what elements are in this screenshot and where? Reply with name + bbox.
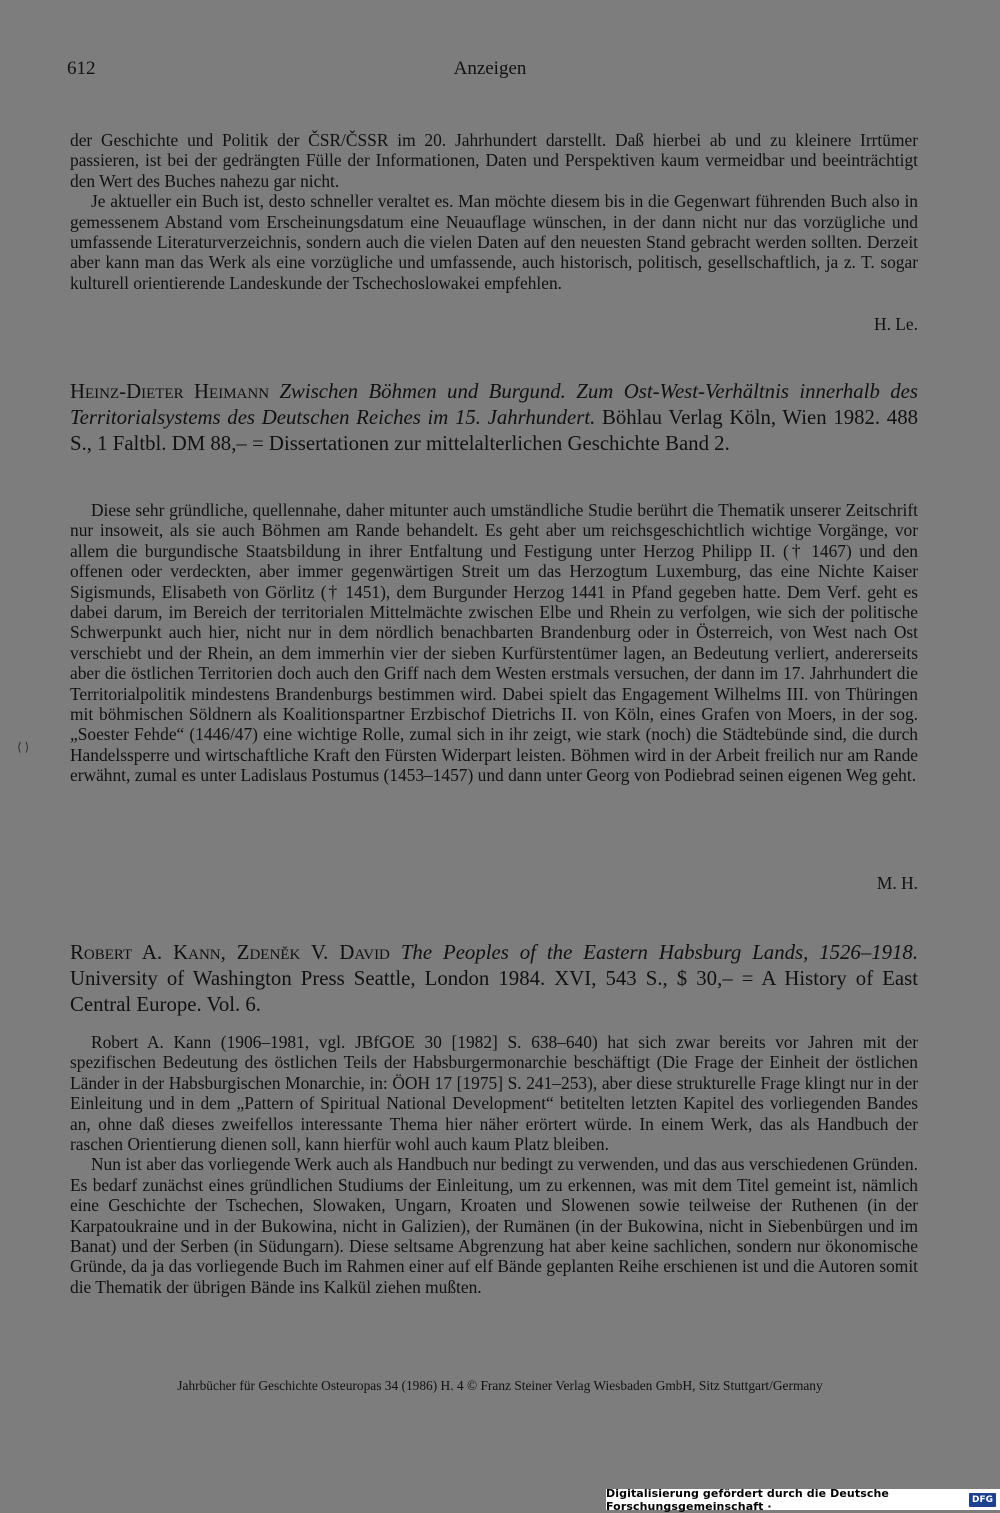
journal-footer: Jahrbücher für Geschichte Osteuropas 34 (1986) H. 4 © Franz Steiner Verlag Wiesbaden GmbH, Sitz Stuttgart/Germany	[177, 1378, 823, 1393]
paragraph: Diese sehr gründliche, quellennahe, daher mitunter auch umständliche Studie berührt die Thematik unserer Zeitschrift nur insoweit, als sie auch Böhmen am Rande behandelt. Es geht aber um reichsgeschichtlich wichtige Vorgänge, vor allem die burgundische Staatsbildung in ihrer Entfaltung und Festigung unter Herzog Philipp II. († 1467) und den offenen oder verdeckten, aber immer gegenwärtigen Streit um das Herzogtum Luxemburg, das eine Nichte Kaiser Sigismunds, Elisabeth von Görlitz († 1451), dem Burgunder Herzog 1441 in Pfand gegeben hatte. Dem Verf. geht es dabei darum, im Bereich der territorialen Mittelmächte zwischen Elbe und Rhein zu verfolgen, wie sich der politische Schwerpunkt auch hier, nicht nur in dem nördlich benachbarten Brandenburg oder in Österreich, von West nach Ost verschiebt und der Rhein, an dem immerhin vier der sieben Kurfürstentümer lagen, an Bedeutung verliert, andererseits aber die östlichen Territorien doch auch den Griff nach dem Westen erstmals versuchen, der dann im 17. Jahrhundert die Territorialpolitik mindestens Brandenburgs bestimmen wird. Dabei spielt das Engagement Wilhelms III. von Thüringen mit böhmischen Söldnern als Koalitionspartner Erzbischof Dietrichs II. von Köln, eines Grafen von Moers, in der sog. „Soester Fehde“ (1446/47) eine wichtige Rolle, zumal sich in ihr zeigt, wie stark (noch) die Städtebünde sind, die durch Handelssperre und wirtschaftliche Kraft den Fürsten Widerpart leisten. Böhmen wird in der Arbeit freilich nur am Rande erwähnt, zumal es unter Ladislaus Postumus (1453–1457) und dann unter Georg von Podiebrad seinen eigenen Weg geht.	[70, 500, 918, 786]
paragraph: Robert A. Kann (1906–1981, vgl. JBfGOE 30 [1982] S. 638–640) hat sich zwar bereits vor Jahren mit der spezifischen Bedeutung des östlichen Teils der Habsburgermonarchie beschäftigt (Die Frage der Einheit der östlichen Länder in der Habsburgischen Monarchie, in: ÖOH 17 [1975] S. 241–253), aber diese strukturelle Frage klingt nur in der Einleitung und in dem „Pattern of Spiritual National Development“ betitelten letzten Kapitel des vorliegenden Bandes an, ohne daß dieses zweifellos interessante Thema hier näher erörtert würde. In einem Werk, das als Handbuch der raschen Orientierung dienen soll, kann hierfür wohl auch kaum Platz bleiben.	[70, 1032, 918, 1155]
review-author: Heinz-Dieter Heimann	[70, 380, 270, 403]
margin-mark: ⟨ ⟩	[17, 740, 30, 754]
dfg-credit-bar	[606, 1486, 1000, 1513]
paragraph: der Geschichte und Politik der ČSR/ČSSR im 20. Jahrhundert darstellt. Daß hierbei ab und zu kleinere Irrtümer passieren, ist bei der gedrängten Fülle der Informationen, Daten und Perspektiven kaum vermeidbar und beeinträchtigt den Wert des Buches nahezu gar nicht.	[70, 130, 918, 191]
review-publication-info: Böhlau Verlag Köln, Wien 1982. 488 S., 1 Faltbl. DM 88,– = Dissertationen zur mittelalterlichen Geschichte Band 2.	[70, 406, 918, 455]
review-book-title: The Peoples of the Eastern Habsburg Lands, 1526–1918.	[400, 941, 919, 964]
paragraph: Je aktueller ein Buch ist, desto schneller veraltet es. Man möchte diesem bis in die Gegenwart führenden Buch also in gemessenem Abstand vom Erscheinungsdatum eine Neuauflage wünschen, in der dann nicht nur das vorzügliche und umfassende Literaturverzeichnis, sondern auch die vielen Daten auf den neuesten Stand gebracht werden sollten. Derzeit aber kann man das Werk als eine vorzügliche und umfassende, auch historisch, politisch, gesellschaftlich, ja z. T. sogar kulturell orientierende Landeskunde der Tschechoslowakei empfehlen.	[70, 191, 918, 293]
review-body	[70, 1032, 918, 1297]
dfg-credit-text: Digitalisierung gefördert durch die Deutsche Forschungsgemeinschaft ·	[606, 1486, 889, 1513]
review-signature: M. H.	[876, 873, 918, 893]
continuation-text	[70, 130, 918, 293]
review-heading	[70, 940, 918, 1018]
running-header	[67, 58, 913, 88]
review-body	[70, 500, 918, 786]
review-publication-info: University of Washington Press Seattle, London 1984. XVI, 543 S., $ 30,– = A History of East Central Europe. Vol. 6.	[70, 967, 918, 1016]
dfg-logo-icon: DFG	[969, 1493, 996, 1507]
page-number: 612	[67, 58, 96, 79]
review-heading	[70, 379, 918, 457]
review-author: Robert A. Kann, Zdeněk V. David	[70, 941, 390, 964]
review-book-title: Zwischen Böhmen und Burgund. Zum Ost-West-Verhältnis innerhalb des Territorialsystems des Deutschen Reiches im 15. Jahrhundert.	[70, 380, 919, 429]
paragraph: Nun ist aber das vorliegende Werk auch als Handbuch nur bedingt zu verwenden, und das aus verschiedenen Gründen. Es bedarf zunächst eines gründlichen Studiums der Einleitung, um zu erkennen, was mit dem Titel gemeint ist, nämlich eine Geschichte der Tschechen, Slowaken, Ungarn, Kroaten und Slowenen sowie teilweise der Ruthenen (in der Karpatoukraine und in der Bukowina, nicht in Galizien), der Rumänen (in der Bukowina, nicht in Siebenbürgen und im Banat) und der Serben (in Südungarn). Diese seltsame Abgrenzung hat aber keine sachlichen, sondern nur ökonomische Gründe, da ja das vorliegende Buch im Rahmen einer auf elf Bände geplanten Reihe erschienen ist und die Autoren somit die Thematik der übrigen Bände ins Kalkül ziehen mußten.	[70, 1154, 918, 1297]
review-signature: H. Le.	[874, 314, 918, 334]
running-title: Anzeigen	[453, 58, 527, 79]
